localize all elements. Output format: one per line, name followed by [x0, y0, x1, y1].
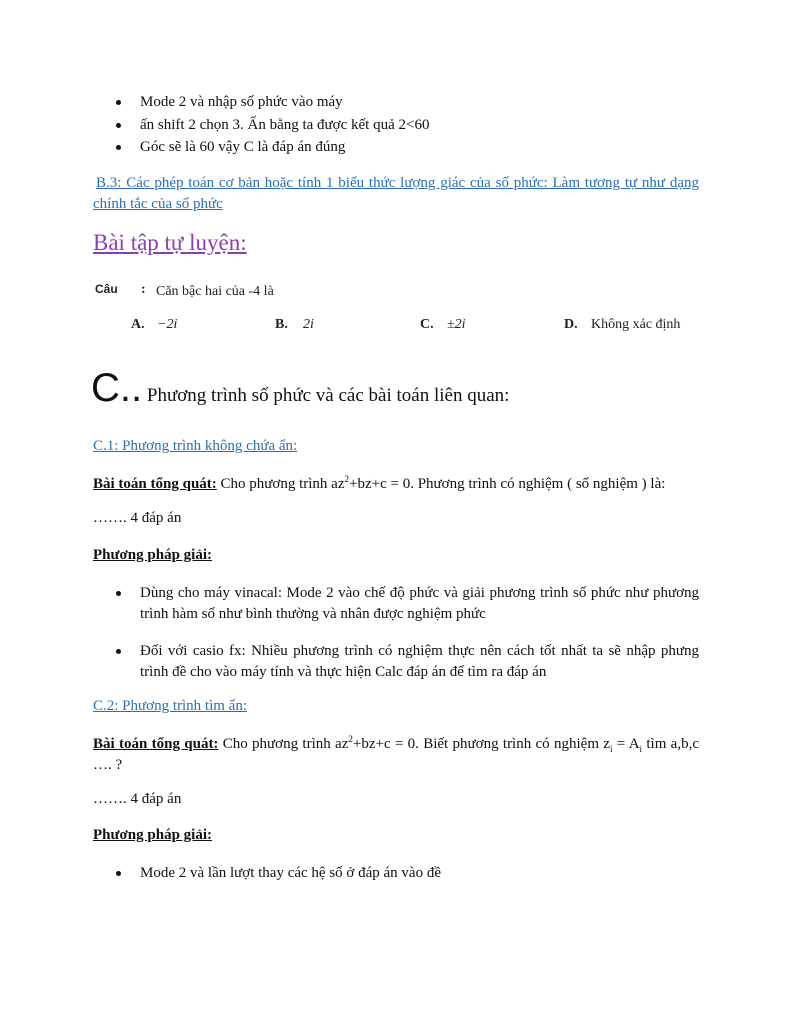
list-item: Góc sẽ là 60 vậy C là đáp án đúng [93, 137, 699, 158]
c1-problem-text-2: +bz+c = 0. Phương trình có nghiệm ( số nghiệm ) là: [349, 476, 666, 492]
exercise-heading-text: Bài tập tự luyện: [93, 230, 247, 255]
option-b-letter: B. [275, 317, 288, 332]
b3-link[interactable]: B.3: Các phép toán cơ bản hoặc tính 1 biểu thức lượng giác của số phức: Làm tương tự như dạng chính tắc của số phức [93, 175, 699, 212]
c2-heading [93, 698, 247, 715]
c2-subscript-1: i [609, 744, 613, 754]
c1-problem-label: Bài toán tổng quát: [93, 476, 217, 492]
c2-method-list [93, 863, 699, 884]
top-bullet-list [93, 92, 699, 158]
list-item: Mode 2 và nhập số phức vào máy [93, 92, 699, 113]
exercise-heading [93, 230, 247, 256]
list-item: Mode 2 và lần lượt thay các hệ số ở đáp án vào đề [93, 863, 699, 884]
c2-problem-text-3: = A [612, 736, 640, 752]
c1-superscript: 2 [344, 474, 349, 484]
c1-method-list [93, 583, 699, 683]
b3-paragraph [93, 173, 699, 215]
c2-problem-text-2: +bz+c = 0. Biết phương trình có nghiệm z [352, 736, 610, 752]
c2-link[interactable]: C.2: Phương trình tìm ẩn: [93, 698, 247, 714]
quiz-question [93, 282, 699, 334]
c2-subscript-2: i [639, 744, 643, 754]
c1-method-heading [93, 547, 212, 564]
quiz-colon: : [141, 282, 146, 297]
section-c-heading [91, 366, 701, 411]
c2-superscript: 2 [348, 734, 353, 744]
c2-answers: ……. 4 đáp án [93, 791, 182, 807]
c1-answers: ……. 4 đáp án [93, 510, 182, 526]
c1-problem [93, 474, 699, 495]
option-c-text: ±2i [447, 317, 466, 332]
option-a-letter: A. [131, 317, 145, 332]
section-c-letter: C.. [91, 366, 143, 410]
c2-problem-label: Bài toán tổng quát: [93, 736, 219, 752]
list-item: ấn shift 2 chọn 3. Ấn bằng ta được kết quả 2<60 [93, 115, 699, 136]
option-a-text: −2i [157, 317, 178, 332]
c2-problem-text-1: Cho phương trình az [218, 736, 349, 752]
c1-problem-text-1: Cho phương trình az [216, 476, 345, 492]
option-c-letter: C. [420, 317, 434, 332]
quiz-label: Câu [95, 282, 118, 296]
c2-method-heading [93, 827, 212, 844]
option-d-letter: D. [564, 317, 578, 332]
list-item: Đối với casio fx: Nhiều phương trình có nghiệm thực nên cách tốt nhất ta sẽ nhập phưng trình đề cho vào máy tính và thực hiện Calc đáp án để tìm ra đáp án [93, 641, 699, 683]
c2-problem [93, 734, 699, 776]
section-c-title: Phương trình số phức và các bài toán liên quan: [142, 385, 510, 406]
c1-method-label: Phương pháp giải: [93, 547, 213, 563]
c1-heading [93, 438, 297, 455]
quiz-question-text: Căn bậc hai của -4 là [156, 284, 274, 299]
c2-method-label: Phương pháp giải: [93, 827, 213, 843]
option-b-text: 2i [303, 317, 314, 332]
option-d-text: Không xác định [591, 317, 681, 332]
c1-link[interactable]: C.1: Phương trình không chứa ẩn: [93, 438, 298, 454]
c2-problem-text-4: tìm a,b,c …. ? [93, 736, 699, 773]
list-item: Dùng cho máy vinacal: Mode 2 vào chế độ phức và giải phương trình số phức như phương trình hàm số như bình thường và nhân được nghiệm phức [93, 583, 699, 625]
